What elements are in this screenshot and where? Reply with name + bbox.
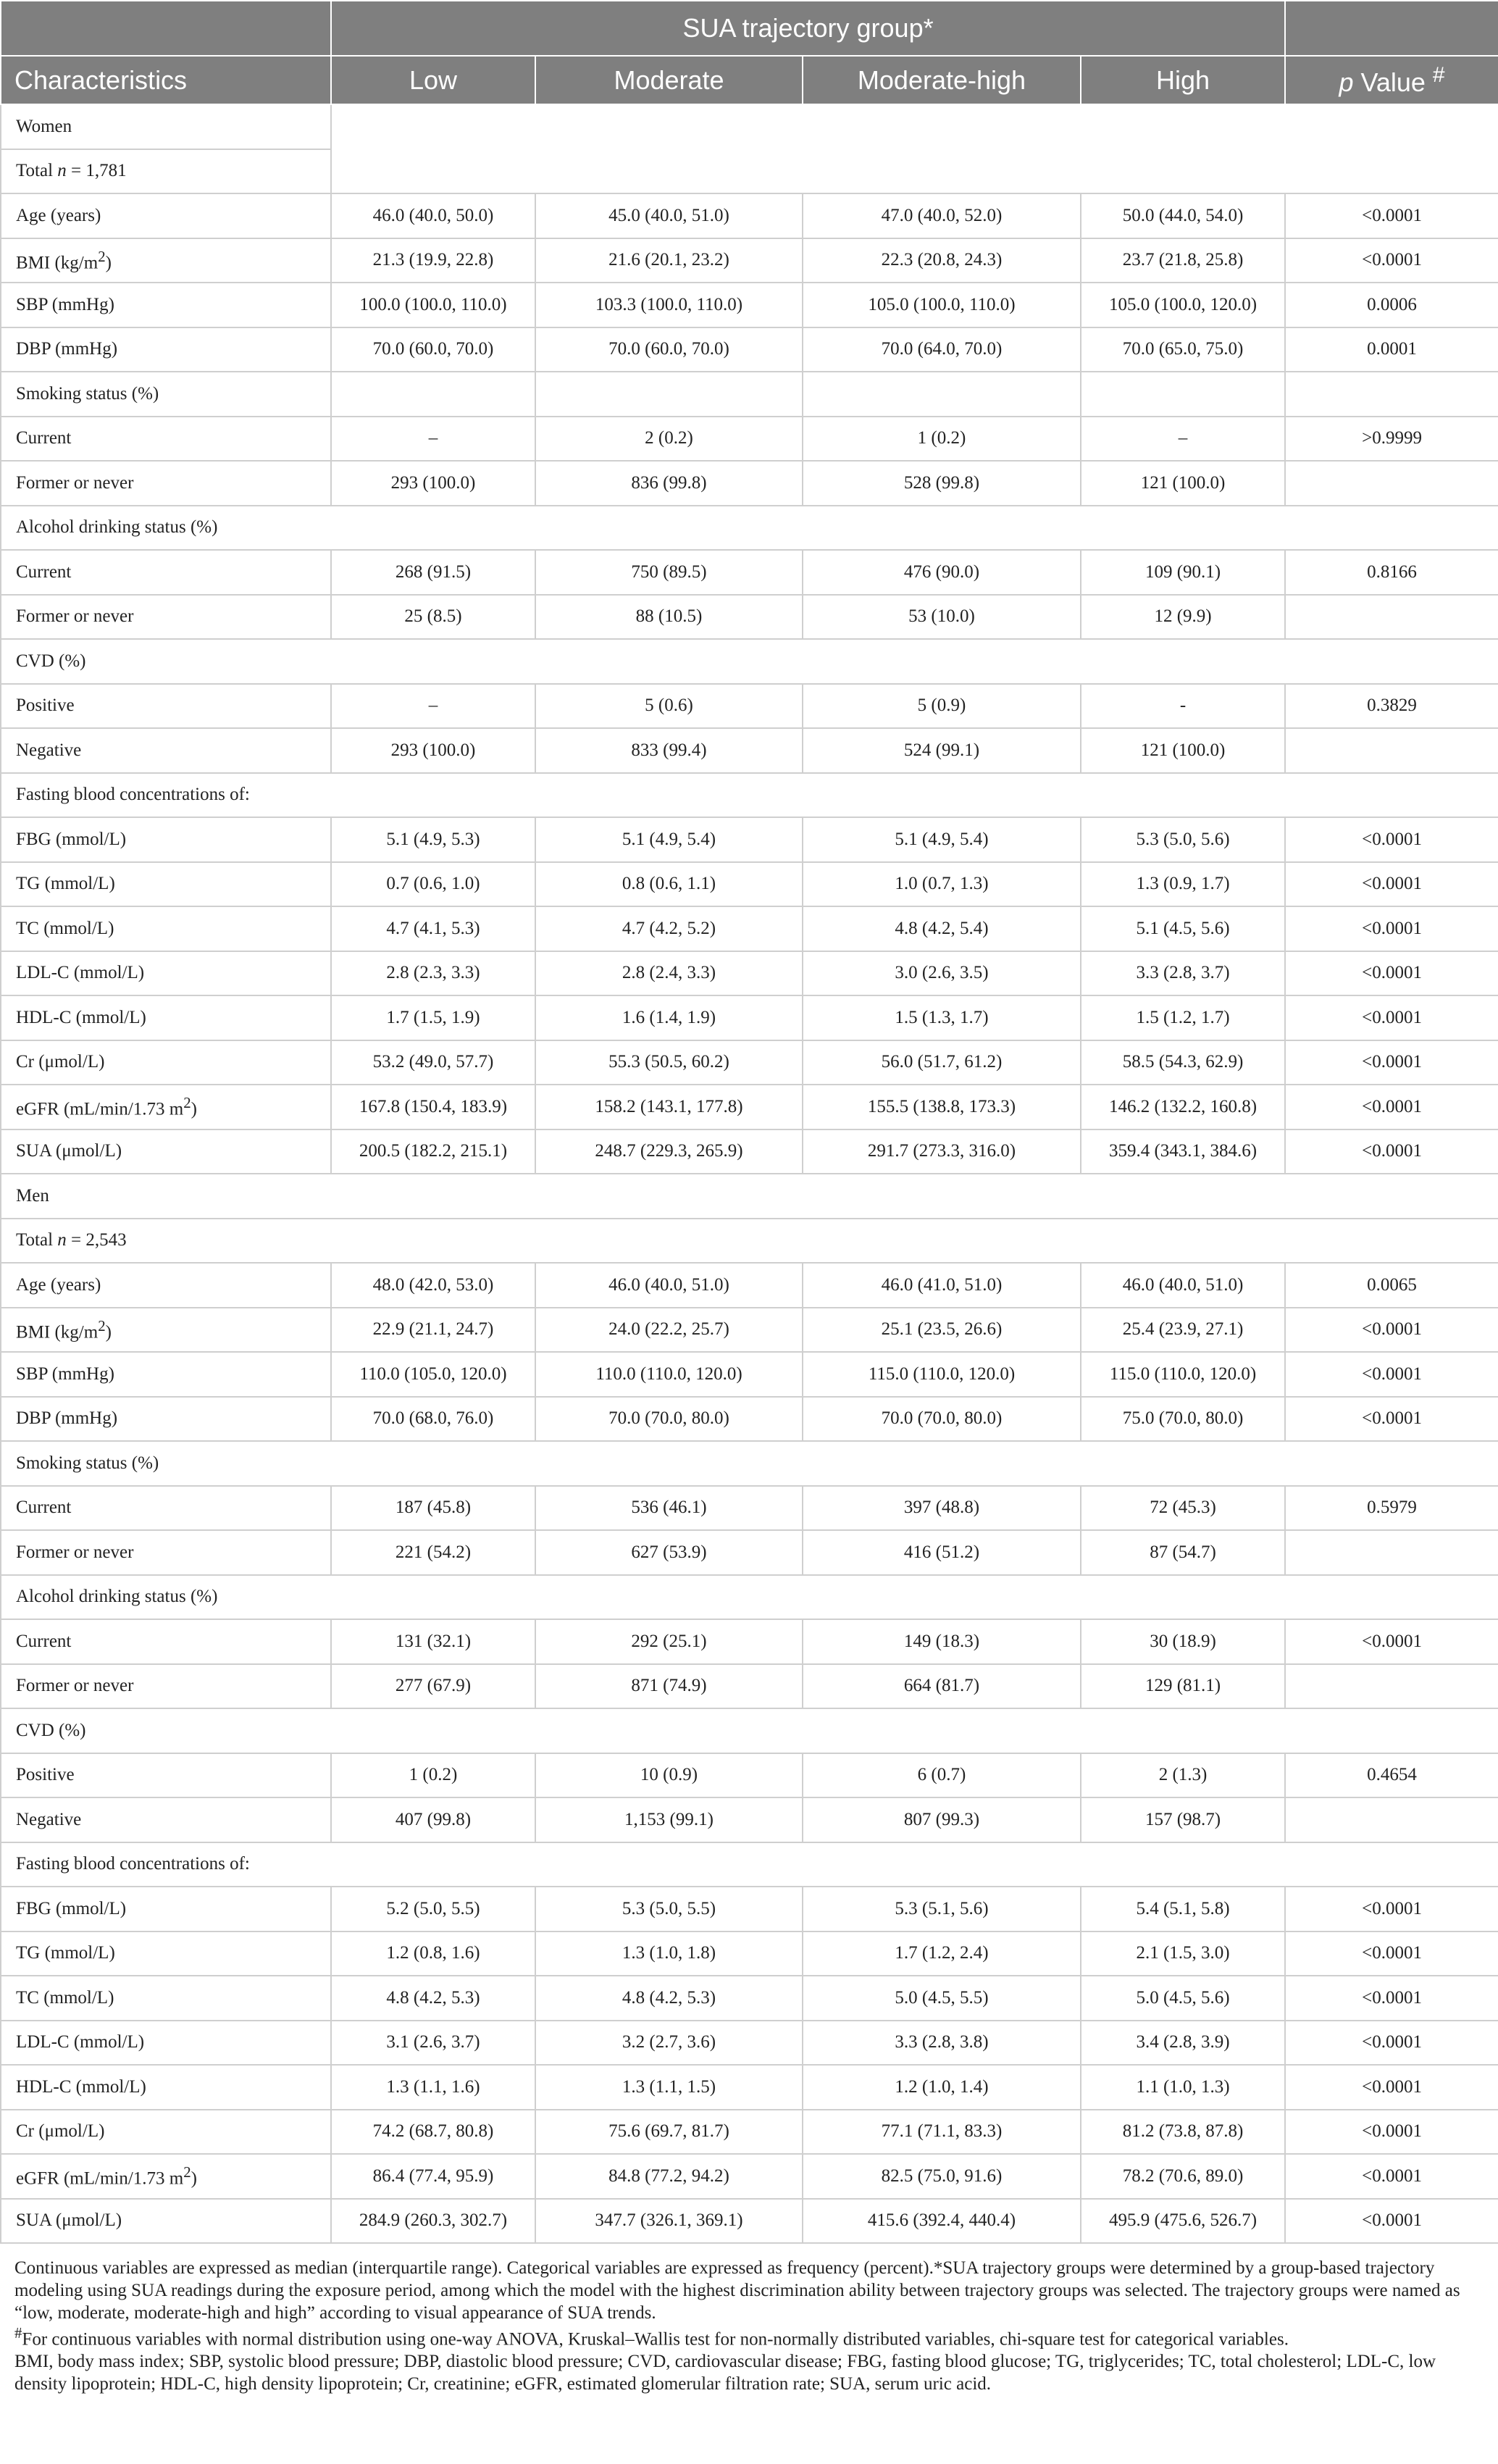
table-row <box>1 1664 1498 1709</box>
table-cell: 103.3 (100.0, 110.0) <box>535 283 803 327</box>
table-cell: 359.4 (343.1, 384.6) <box>1081 1129 1285 1174</box>
table-cell: <0.0001 <box>1285 2021 1498 2066</box>
table-cell: 1.5 (1.2, 1.7) <box>1081 995 1285 1040</box>
table-cell: – <box>331 417 535 462</box>
table-cell: – <box>331 684 535 729</box>
table-row <box>1 995 1498 1040</box>
table-cell: 115.0 (110.0, 120.0) <box>803 1352 1081 1397</box>
table-cell: <0.0001 <box>1285 2199 1498 2244</box>
table-cell: 45.0 (40.0, 51.0) <box>535 193 803 238</box>
row-label: BMI $(kg/m^2)$ <box>1 238 331 283</box>
table-cell: 495.9 (475.6, 526.7) <box>1081 2199 1285 2244</box>
header-blank-right <box>1285 1 1498 56</box>
table-cell: <0.0001 <box>1285 995 1498 1040</box>
row-label: DBP (mmHg) <box>1 327 331 372</box>
footnote: BMI, body mass index; SBP, systolic blood pressure; DBP, diastolic blood pressure; CVD, cardiovascular disease; FBG, fasting blood glucose; TG, triglycerides; TC, total cholesterol; LDL-C, low density lipoprotein; HDL-C, high density lipoprotein; Cr, creatinine; eGFR, estimated glomerular filtration rate; SUA, serum uric acid. <box>14 2352 1436 2394</box>
table-cell: 70.0 (65.0, 75.0) <box>1081 327 1285 372</box>
row-label: Current <box>1 550 331 595</box>
table-cell: 100.0 (100.0, 110.0) <box>331 283 535 327</box>
table-cell: 81.2 (73.8, 87.8) <box>1081 2110 1285 2155</box>
table-cell: 3.0 (2.6, 3.5) <box>803 951 1081 996</box>
table-cell: 5.1 (4.5, 5.6) <box>1081 906 1285 951</box>
section-label: CVD (%) <box>1 639 1498 684</box>
table-cell <box>1285 1797 1498 1842</box>
table-row <box>1 2154 1498 2199</box>
table-cell: 1.3 (1.1, 1.6) <box>331 2065 535 2110</box>
table-cell: 24.0 (22.2, 25.7) <box>535 1308 803 1353</box>
table-section-row <box>1 1441 1498 1486</box>
row-label: SUA (μmol/L) <box>1 1129 331 1174</box>
table-cell: 70.0 (60.0, 70.0) <box>331 327 535 372</box>
table-cell: 82.5 (75.0, 91.6) <box>803 2154 1081 2199</box>
row-label: DBP (mmHg) <box>1 1397 331 1442</box>
table-row <box>1 193 1498 238</box>
table-cell <box>1285 595 1498 640</box>
table-cell: 6 (0.7) <box>803 1753 1081 1798</box>
table-cell: 110.0 (110.0, 120.0) <box>535 1352 803 1397</box>
table-cell: 1 (0.2) <box>331 1753 535 1798</box>
table-cell: 4.8 (4.2, 5.3) <box>331 1976 535 2021</box>
row-label: LDL-C (mmol/L) <box>1 2021 331 2066</box>
table-cell: 46.0 (40.0, 51.0) <box>1081 1263 1285 1308</box>
table-cell: 1.0 (0.7, 1.3) <box>803 862 1081 907</box>
table-cell: <0.0001 <box>1285 1352 1498 1397</box>
table-cell: 84.8 (77.2, 94.2) <box>535 2154 803 2199</box>
row-label: LDL-C (mmol/L) <box>1 951 331 996</box>
row-label: FBG (mmol/L) <box>1 817 331 862</box>
table-cell: 22.3 (20.8, 24.3) <box>803 238 1081 283</box>
table-cell: 0.0001 <box>1285 327 1498 372</box>
table-row <box>1 906 1498 951</box>
table-cell: 1.2 (0.8, 1.6) <box>331 1931 535 1976</box>
table-cell: 0.3829 <box>1285 684 1498 729</box>
table-cell: 58.5 (54.3, 62.9) <box>1081 1040 1285 1085</box>
table-cell: 5.1 (4.9, 5.4) <box>535 817 803 862</box>
table-cell <box>1285 728 1498 773</box>
table-cell: 21.3 (19.9, 22.8) <box>331 238 535 283</box>
table-row <box>1 817 1498 862</box>
table-cell: 5.0 (4.5, 5.5) <box>803 1976 1081 2021</box>
table-cell <box>1285 1664 1498 1709</box>
row-label: Cr (μmol/L) <box>1 1040 331 1085</box>
table-cell: 5.1 (4.9, 5.3) <box>331 817 535 862</box>
table-cell: 292 (25.1) <box>535 1619 803 1664</box>
table-cell: <0.0001 <box>1285 1887 1498 1931</box>
table-row <box>1 1352 1498 1397</box>
column-header: High <box>1081 56 1285 104</box>
row-label: Former or never <box>1 461 331 506</box>
row-label: Former or never <box>1 1530 331 1575</box>
header-row-columns <box>1 56 1498 104</box>
row-label: Current <box>1 1619 331 1664</box>
section-label: Total n = 2,543 <box>1 1219 1498 1264</box>
header-row-group <box>1 1 1498 56</box>
table-cell: <0.0001 <box>1285 1931 1498 1976</box>
table-cell: 55.3 (50.5, 60.2) <box>535 1040 803 1085</box>
table-cell: <0.0001 <box>1285 1085 1498 1129</box>
table-row <box>1 1085 1498 1129</box>
table-row <box>1 595 1498 640</box>
section-label: Smoking status (%) <box>1 1441 1498 1486</box>
table-cell: 1.1 (1.0, 1.3) <box>1081 2065 1285 2110</box>
table-cell: 277 (67.9) <box>331 1664 535 1709</box>
table-cell: 4.8 (4.2, 5.4) <box>803 906 1081 951</box>
row-label: Total n = 1,781 <box>1 149 331 194</box>
table-cell: 833 (99.4) <box>535 728 803 773</box>
table-section-row <box>1 1575 1498 1620</box>
row-label: Negative <box>1 1797 331 1842</box>
row-label: Current <box>1 1486 331 1531</box>
column-header: p Value # <box>1285 56 1498 104</box>
row-label: TG (mmol/L) <box>1 862 331 907</box>
table-cell: <0.0001 <box>1285 817 1498 862</box>
table-cell: 187 (45.8) <box>331 1486 535 1531</box>
table-cell: 528 (99.8) <box>803 461 1081 506</box>
table-row <box>1 238 1498 283</box>
table-cell: 871 (74.9) <box>535 1664 803 1709</box>
table-cell: <0.0001 <box>1285 1976 1498 2021</box>
row-label: Current <box>1 417 331 462</box>
table-cell: 524 (99.1) <box>803 728 1081 773</box>
table-cell: 627 (53.9) <box>535 1530 803 1575</box>
table-cell: 70.0 (64.0, 70.0) <box>803 327 1081 372</box>
table-cell: <0.0001 <box>1285 1040 1498 1085</box>
table-cell: 21.6 (20.1, 23.2) <box>535 238 803 283</box>
table-cell: 0.8 (0.6, 1.1) <box>535 862 803 907</box>
table-cell: 407 (99.8) <box>331 1797 535 1842</box>
row-label: SUA (μmol/L) <box>1 2199 331 2244</box>
table-cell: 46.0 (40.0, 51.0) <box>535 1263 803 1308</box>
table-cell: 2.8 (2.4, 3.3) <box>535 951 803 996</box>
table-cell: 5.4 (5.1, 5.8) <box>1081 1887 1285 1931</box>
table-cell: 3.3 (2.8, 3.7) <box>1081 951 1285 996</box>
row-label: Positive <box>1 684 331 729</box>
table-cell: 2.8 (2.3, 3.3) <box>331 951 535 996</box>
table-cell: 109 (90.1) <box>1081 550 1285 595</box>
table-row <box>1 2199 1498 2244</box>
footnote: Continuous variables are expressed as median (interquartile range). Categorical variables are expressed as frequency (percent).*SUA trajectory groups were determined by a group-based trajectory modeling using SUA readings during the exposure period, among which the model with the highest discrimination ability between trajectory groups was selected. The trajectory groups were named as “low, moderate, moderate-high and high” according to visual appearance of SUA trends. <box>14 2258 1460 2323</box>
table-cell: <0.0001 <box>1285 2154 1498 2199</box>
column-header: Moderate-high <box>803 56 1081 104</box>
table-cell: <0.0001 <box>1285 906 1498 951</box>
table-section-row <box>1 1174 1498 1219</box>
table-row <box>1 1397 1498 1442</box>
group-header: SUA trajectory group* <box>331 1 1285 56</box>
row-label: Former or never <box>1 595 331 640</box>
table-cell: 10 (0.9) <box>535 1753 803 1798</box>
table-cell: 30 (18.9) <box>1081 1619 1285 1664</box>
table-cell: 131 (32.1) <box>331 1619 535 1664</box>
table-body <box>1 104 1498 2243</box>
table-cell: 1.2 (1.0, 1.4) <box>803 2065 1081 2110</box>
table-cell: >0.9999 <box>1285 417 1498 462</box>
table-row <box>1 1753 1498 1798</box>
table-section-row <box>1 1842 1498 1887</box>
table-row <box>1 1797 1498 1842</box>
table-cell: 1.6 (1.4, 1.9) <box>535 995 803 1040</box>
table-cell: 23.7 (21.8, 25.8) <box>1081 238 1285 283</box>
table-section-row <box>1 1708 1498 1753</box>
section-label: CVD (%) <box>1 1708 1498 1753</box>
table-cell: 1.5 (1.3, 1.7) <box>803 995 1081 1040</box>
row-label: Former or never <box>1 1664 331 1709</box>
table-row <box>1 684 1498 729</box>
table-footnotes <box>14 2258 1478 2396</box>
footnote: #For continuous variables with normal distribution using one-way ANOVA, Kruskal–Wallis test for non-normally distributed variables, chi-square test for categorical variables. <box>14 2324 1289 2350</box>
table-row <box>1 1887 1498 1931</box>
table-section-row <box>1 1219 1498 1264</box>
table-cell: 1.3 (1.0, 1.8) <box>535 1931 803 1976</box>
table-cell: <0.0001 <box>1285 951 1498 996</box>
table-cell: 836 (99.8) <box>535 461 803 506</box>
table-cell: 70.0 (70.0, 80.0) <box>535 1397 803 1442</box>
table-cell: 536 (46.1) <box>535 1486 803 1531</box>
row-label: HDL-C (mmol/L) <box>1 2065 331 2110</box>
table-row <box>1 1530 1498 1575</box>
table-cell: 129 (81.1) <box>1081 1664 1285 1709</box>
table-row <box>1 372 1498 417</box>
row-label: Negative <box>1 728 331 773</box>
table-cell: 4.7 (4.1, 5.3) <box>331 906 535 951</box>
table-cell: <0.0001 <box>1285 1308 1498 1353</box>
table-cell: 12 (9.9) <box>1081 595 1285 640</box>
table-cell: 0.7 (0.6, 1.0) <box>331 862 535 907</box>
table-cell: 3.1 (2.6, 3.7) <box>331 2021 535 2066</box>
table-cell: 284.9 (260.3, 302.7) <box>331 2199 535 2244</box>
table-cell: <0.0001 <box>1285 1619 1498 1664</box>
table-cell: 2 (0.2) <box>535 417 803 462</box>
table-cell: 5.0 (4.5, 5.6) <box>1081 1976 1285 2021</box>
table-cell: 268 (91.5) <box>331 550 535 595</box>
table-cell: 416 (51.2) <box>803 1530 1081 1575</box>
row-label: eGFR (mL/min/1.73 $m^2$) <box>1 2154 331 2199</box>
table-cell: 200.5 (182.2, 215.1) <box>331 1129 535 1174</box>
column-header: Characteristics <box>1 56 331 104</box>
table-cell: 56.0 (51.7, 61.2) <box>803 1040 1081 1085</box>
table-cell: 121 (100.0) <box>1081 461 1285 506</box>
table-cell: 46.0 (40.0, 50.0) <box>331 193 535 238</box>
row-label: Cr (μmol/L) <box>1 2110 331 2155</box>
table-cell: 157 (98.7) <box>1081 1797 1285 1842</box>
table-cell: 5.3 (5.0, 5.6) <box>1081 817 1285 862</box>
table-row <box>1 862 1498 907</box>
table-cell: 397 (48.8) <box>803 1486 1081 1531</box>
table-cell <box>331 372 535 417</box>
row-label: Age (years) <box>1 1263 331 1308</box>
table-cell: 158.2 (143.1, 177.8) <box>535 1085 803 1129</box>
table-cell: 155.5 (138.8, 173.3) <box>803 1085 1081 1129</box>
table-cell: <0.0001 <box>1285 193 1498 238</box>
table-cell: 0.0065 <box>1285 1263 1498 1308</box>
table-row <box>1 283 1498 327</box>
table-section-row <box>1 639 1498 684</box>
table-cell: 1,153 (99.1) <box>535 1797 803 1842</box>
table-cell: 2 (1.3) <box>1081 1753 1285 1798</box>
table-cell: 46.0 (41.0, 51.0) <box>803 1263 1081 1308</box>
row-label: BMI $(kg/m^2)$ <box>1 1308 331 1353</box>
table-cell: 70.0 (70.0, 80.0) <box>803 1397 1081 1442</box>
table-row <box>1 728 1498 773</box>
table-row <box>1 417 1498 462</box>
table-cell: 53.2 (49.0, 57.7) <box>331 1040 535 1085</box>
row-label: TC (mmol/L) <box>1 1976 331 2021</box>
table-cell: <0.0001 <box>1285 238 1498 283</box>
table-cell <box>1285 461 1498 506</box>
column-header: Moderate <box>535 56 803 104</box>
table-row <box>1 1486 1498 1531</box>
table-cell: 5 (0.9) <box>803 684 1081 729</box>
table-cell: 1.7 (1.5, 1.9) <box>331 995 535 1040</box>
table-cell: 3.3 (2.8, 3.8) <box>803 2021 1081 2066</box>
table-cell: 25.4 (23.9, 27.1) <box>1081 1308 1285 1353</box>
table-cell: 4.8 (4.2, 5.3) <box>535 1976 803 2021</box>
section-label: Fasting blood concentrations of: <box>1 1842 1498 1887</box>
table-row <box>1 1931 1498 1976</box>
table-cell: <0.0001 <box>1285 862 1498 907</box>
table-cell <box>1285 372 1498 417</box>
row-label: Age (years) <box>1 193 331 238</box>
table-cell: 221 (54.2) <box>331 1530 535 1575</box>
table-cell: 86.4 (77.4, 95.9) <box>331 2154 535 2199</box>
table-cell: 3.4 (2.8, 3.9) <box>1081 2021 1285 2066</box>
table-cell: 146.2 (132.2, 160.8) <box>1081 1085 1285 1129</box>
merged-blank-cell <box>331 104 1498 193</box>
table-cell: 149 (18.3) <box>803 1619 1081 1664</box>
table-cell: 5 (0.6) <box>535 684 803 729</box>
table-section-row <box>1 104 1498 149</box>
table-row <box>1 2021 1498 2066</box>
table-cell: 25.1 (23.5, 26.6) <box>803 1308 1081 1353</box>
table-cell: 70.0 (68.0, 76.0) <box>331 1397 535 1442</box>
table-cell: 1.7 (1.2, 2.4) <box>803 1931 1081 1976</box>
row-label: Positive <box>1 1753 331 1798</box>
table-cell: 78.2 (70.6, 89.0) <box>1081 2154 1285 2199</box>
table-cell: 2.1 (1.5, 3.0) <box>1081 1931 1285 1976</box>
table-cell: 110.0 (105.0, 120.0) <box>331 1352 535 1397</box>
table-cell: 291.7 (273.3, 316.0) <box>803 1129 1081 1174</box>
table-cell: 70.0 (60.0, 70.0) <box>535 327 803 372</box>
table-cell: 47.0 (40.0, 52.0) <box>803 193 1081 238</box>
table-cell: 72 (45.3) <box>1081 1486 1285 1531</box>
table-cell <box>1081 372 1285 417</box>
table-cell: <0.0001 <box>1285 2110 1498 2155</box>
header-blank-left <box>1 1 331 56</box>
table-cell <box>803 372 1081 417</box>
table-cell: 293 (100.0) <box>331 728 535 773</box>
table-cell: 167.8 (150.4, 183.9) <box>331 1085 535 1129</box>
table-cell: 0.0006 <box>1285 283 1498 327</box>
table-cell: 0.8166 <box>1285 550 1498 595</box>
table-cell: - <box>1081 684 1285 729</box>
section-label: Men <box>1 1174 1498 1219</box>
table-cell: 121 (100.0) <box>1081 728 1285 773</box>
table-cell: 0.5979 <box>1285 1486 1498 1531</box>
table-cell: <0.0001 <box>1285 1397 1498 1442</box>
table-row <box>1 2110 1498 2155</box>
table-cell: 476 (90.0) <box>803 550 1081 595</box>
section-label: Fasting blood concentrations of: <box>1 773 1498 818</box>
table-row <box>1 327 1498 372</box>
table-cell: 750 (89.5) <box>535 550 803 595</box>
table-cell: 1 (0.2) <box>803 417 1081 462</box>
table-row <box>1 1040 1498 1085</box>
table-cell: 807 (99.3) <box>803 1797 1081 1842</box>
table-cell: – <box>1081 417 1285 462</box>
row-label: TC (mmol/L) <box>1 906 331 951</box>
table-cell: <0.0001 <box>1285 2065 1498 2110</box>
table-cell: 293 (100.0) <box>331 461 535 506</box>
table-cell: 115.0 (110.0, 120.0) <box>1081 1352 1285 1397</box>
table-row <box>1 951 1498 996</box>
section-label: Alcohol drinking status (%) <box>1 506 1498 551</box>
table-cell: 53 (10.0) <box>803 595 1081 640</box>
table-cell: 22.9 (21.1, 24.7) <box>331 1308 535 1353</box>
table-cell: 77.1 (71.1, 83.3) <box>803 2110 1081 2155</box>
table-cell: 75.0 (70.0, 80.0) <box>1081 1397 1285 1442</box>
table-row <box>1 1619 1498 1664</box>
table-row <box>1 1308 1498 1353</box>
section-label: Alcohol drinking status (%) <box>1 1575 1498 1620</box>
table-cell: 5.3 (5.0, 5.5) <box>535 1887 803 1931</box>
row-label: FBG (mmol/L) <box>1 1887 331 1931</box>
table-row <box>1 2065 1498 2110</box>
row-label: HDL-C (mmol/L) <box>1 995 331 1040</box>
row-label: Smoking status (%) <box>1 372 331 417</box>
table-cell <box>535 372 803 417</box>
table-cell: 4.7 (4.2, 5.2) <box>535 906 803 951</box>
table-cell: 664 (81.7) <box>803 1664 1081 1709</box>
column-header: Low <box>331 56 535 104</box>
table-cell: 105.0 (100.0, 110.0) <box>803 283 1081 327</box>
table-cell: 74.2 (68.7, 80.8) <box>331 2110 535 2155</box>
table-section-row <box>1 506 1498 551</box>
table-cell: 0.4654 <box>1285 1753 1498 1798</box>
table-cell: 1.3 (0.9, 1.7) <box>1081 862 1285 907</box>
table-cell: <0.0001 <box>1285 1129 1498 1174</box>
table-cell: 3.2 (2.7, 3.6) <box>535 2021 803 2066</box>
row-label: SBP (mmHg) <box>1 283 331 327</box>
table-cell: 347.7 (326.1, 369.1) <box>535 2199 803 2244</box>
row-label: TG (mmol/L) <box>1 1931 331 1976</box>
table-cell: 50.0 (44.0, 54.0) <box>1081 193 1285 238</box>
table-cell: 248.7 (229.3, 265.9) <box>535 1129 803 1174</box>
table-cell: 87 (54.7) <box>1081 1530 1285 1575</box>
table-cell: 1.3 (1.1, 1.5) <box>535 2065 803 2110</box>
table-cell: 88 (10.5) <box>535 595 803 640</box>
table-row <box>1 1129 1498 1174</box>
row-label: SBP (mmHg) <box>1 1352 331 1397</box>
table-cell: 5.3 (5.1, 5.6) <box>803 1887 1081 1931</box>
table-cell: 415.6 (392.4, 440.4) <box>803 2199 1081 2244</box>
table-row <box>1 550 1498 595</box>
table-cell <box>1285 1530 1498 1575</box>
table-row <box>1 461 1498 506</box>
table-row <box>1 1976 1498 2021</box>
table-cell: 25 (8.5) <box>331 595 535 640</box>
table-row <box>1 1263 1498 1308</box>
table-cell: 48.0 (42.0, 53.0) <box>331 1263 535 1308</box>
table-cell: 75.6 (69.7, 81.7) <box>535 2110 803 2155</box>
section-label: Women <box>1 104 331 149</box>
row-label: eGFR (mL/min/1.73 $m^2$) <box>1 1085 331 1129</box>
table-cell: 5.2 (5.0, 5.5) <box>331 1887 535 1931</box>
table-section-row <box>1 773 1498 818</box>
table-cell: 105.0 (100.0, 120.0) <box>1081 283 1285 327</box>
table-cell: 5.1 (4.9, 5.4) <box>803 817 1081 862</box>
